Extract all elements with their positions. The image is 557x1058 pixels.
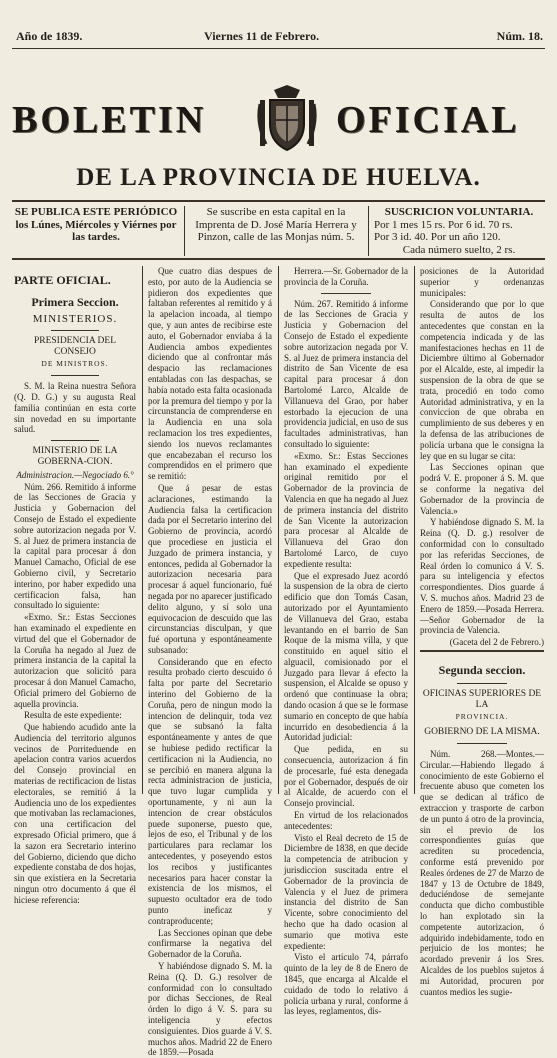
info-divider-2 bbox=[368, 206, 369, 256]
column-3 bbox=[284, 266, 408, 1017]
paragraph: Las Secciones opinan que podrá V. E. proponer á S. M. que se conforme la negativa del Gobernador de la provincia de Valencia.» bbox=[420, 462, 544, 516]
paragraph: Núm. 267. Remitido á informe de las Secciones de Gracia y Justicia y Gobernacion del Consejo de Estado el expediente sobre autorizacion negada por V. S. al Juez de primera instancia del distrito de San Vicente de esa capital para procesar á don Bartolomé Larco, Alcalde de Villanueva del Grao, por haber estorbado la ejecucion de una providencia judicial, en uso de sus facultades administrativas, han consultado lo siguiente: bbox=[284, 298, 408, 449]
oficinas-heading: OFICINAS SUPERIORES DE LA bbox=[422, 688, 542, 710]
paragraph: Resulta de este expediente: bbox=[24, 710, 122, 721]
paragraph: S. M. la Reina nuestra Señora (Q. D. G.) y su augusta Real familia continúan en esta corte sin novedad en su importante salud. bbox=[14, 381, 136, 435]
paragraph: Las Secciones opinan que debe confirmarse la negativa del Gobernador de la Coruña. bbox=[148, 927, 272, 960]
column-2 bbox=[148, 266, 272, 1058]
header-line bbox=[14, 29, 543, 47]
paragraph: «Exmo. Sr.: Estas Secciones han examinado el expediente en virtud del que el Gobernador de la Coruña ha negado al Juez de primera instancia de la capital la autorizacion que solicitó para procesar á don Manuel Camacho, Oficial primero del Gobierno de aquella provincia. bbox=[14, 612, 136, 709]
column-4 bbox=[420, 266, 544, 997]
column-divider-3 bbox=[414, 266, 415, 794]
presidencia-heading: PRESIDENCIA DEL CONSEJO bbox=[33, 335, 117, 357]
ministerio-heading: MINISTERIO DE LA GOBERNA-CION. bbox=[32, 446, 118, 467]
divider bbox=[51, 375, 100, 376]
paragraph: posiciones de la Autoridad superior y ordenanzas municipales: bbox=[420, 266, 544, 298]
masthead-word-right: OFICIAL bbox=[336, 99, 520, 141]
paragraph: Herrera.—Sr. Gobernador de la provincia de la Coruña. bbox=[284, 266, 408, 287]
segunda-seccion-heading: Segunda seccion. bbox=[438, 662, 526, 677]
paragraph: Que á pesar de estas aclaraciones, estimando la Audiencia falsa la certificacion dada por el Secretario interino del Gobierno de provincia, acordó que procediese en justicia el Juzgado de primera instancia, y entonces, pedida al Gobernador la autorizacion necesaria para procesar á aquel funcionario, fué negada por no aparecer justificado delito alguno, y sí solo una equivocacion de descuido que las circunstancias disculpan, y que fué oportuna y espontáneamente subsanado: bbox=[148, 482, 272, 655]
divider bbox=[457, 743, 507, 744]
info-divider-1 bbox=[184, 206, 185, 256]
divider bbox=[457, 683, 507, 684]
suscripcion-box bbox=[374, 206, 544, 256]
masthead bbox=[10, 84, 547, 154]
column-divider-1 bbox=[142, 266, 143, 794]
year-label: Año de 1839. bbox=[16, 29, 83, 43]
royal-crest-icon bbox=[256, 84, 318, 154]
paragraph: Visto el Real decreto de 15 de Diciembre de 1838, en que decide la competencia de atribucion y jurisdiccion suscitada entre el Gobernador de la provincia de Valencia y el Juez de primera instancia del distrito de San Vicente, sobre conocimiento del hecho que ha dado ocasion al sumario que motiva este expediente: bbox=[284, 832, 408, 951]
suscripcion-title: SUSCRICION VOLUNTARIA. bbox=[384, 206, 534, 218]
presidencia-subheading: DE MINISTROS. bbox=[41, 359, 109, 369]
paragraph: Considerando que en efecto resulta probado cierto descuido ó falta por parte del Secretario interino del Gobierno de la Coruña, pero de ningun modo la intencion de delinquir, toda vez que se subsanó la falta espontáneamente y antes de que se hubiese pedido rectificar la certificacion ni la Audiencia, no se percibió en manera alguna la recta administracion de justicia, que tuvo lugar cumplida y oportunamente, y ni aun la intencion de crear obstáculos puede suponerse, puesto que, lejos de eso, el Tribunal y de los particulares para reclamar los antecedentes, y poseyendo estos los recibos y justificantes necesarios para hacer constar la existencia de los mismos, el supuesto ocultador era de todo punto ineficaz y contraproducente; bbox=[148, 656, 272, 926]
suscripcion-line-1: Por 1 mes 15 rs. Por 6 id. 70 rs. bbox=[374, 218, 513, 231]
paragraph: Y habiéndose dignado S. M. la Reina (Q. D. G.) resolver de conformidad con lo consultado por dichas Secciones, de Real órden lo digo á V. S. para su inteligencia y efectos consiguientes. Dios guarde á V. S. muchos años. Madrid 22 de Enero de 1859.—Posada bbox=[148, 961, 272, 1058]
paragraph: Que habiendo acudido ante la Audiencia del territorio algunos vecinos de Porriteduende en apelacion contra varios acuerdos del Consejo provincial en materias de rectificacion de listas electorales, se remitió á la Audiencia uno de los expedientes que motivaban las reclamaciones, con una certificacion del expresado Oficial primero, que á la sazon era Secretario interino del Gobierno, diciendo que dicho expediente constaba de dos hojas, sin que existiera en la Secretaria ningun otro documento á que él hiciese referencia: bbox=[14, 722, 136, 905]
header-rule bbox=[12, 48, 545, 49]
administracion-line: Administracion.—Negociado 6.° bbox=[16, 469, 134, 480]
paragraph: Visto el artículo 74, párrafo quinto de la ley de 8 de Enero de 1845, que encarga al Alcalde el cuidado de todo lo relativo á policía urbana y rural, conforme á las leyes, reglamentos, dis- bbox=[284, 952, 408, 1017]
section-heading: PARTE OFICIAL. bbox=[14, 273, 111, 287]
masthead-word-left: BOLETIN bbox=[12, 99, 207, 141]
issue-number: Núm. 18. bbox=[496, 29, 543, 43]
column-divider-2 bbox=[278, 266, 279, 794]
publish-info: SE PUBLICA ESTE PERIÓDICO los Lúnes, Miércoles y Viérnes por las tardes. bbox=[14, 206, 178, 243]
paragraph: En virtud de los relacionados antecedentes: bbox=[284, 810, 408, 831]
paragraph: Y habiéndose dignado S. M. la Reina (Q. D. g.) resolver de conformidad con lo consultado por las referidas Secciones, de Real órden lo comunico á V. S. para su inteligencia y efectos correspondientes. Dios guarde á V. S. muchos años. Madrid 23 de Enero de 1859.—Posada Herrera.—Señor Gobernador de la provincia de Valencia. bbox=[420, 517, 544, 636]
paragraph: Núm. 268.—Montes.—Circular.—Habiendo llegado á conocimiento de este Gobierno el frecuente abuso que cometen los que se dedican al tráfico de extraccion y trasporte de carbon de un punto á otro de la provincia, sin el previo de los correspondientes guías que acrediten su procedencia, conforme está prevenido por Reales órdenes de 27 de Marzo de 1847 y 13 de Octubre de 1849, deduciéndose de semejante conducta que dicho combustible lo han explotado sin la competente autorizacion, ó adquirido indebidamente, todo en perjuicio de los montes; he acordado prevenir á los Sres. Alcaldes de los pueblos sujetos á mi Autoridad, procuren por cuantos medios les sugie- bbox=[420, 749, 544, 997]
paragraph: Núm. 266. Remitido á informe de las Secciones de Gracia y Justicia y Gobernacion del Consejo de Estado el expediente sobre autorizacion negada por V. S. al Juez de primera instancia de la capital para procesar á don Manuel Camacho, Oficial de ese Gobierno civil, y Secretario interino, por haber expedido una certificacion falsa, han consultado lo siguiente: bbox=[14, 481, 136, 611]
subsection-heading: Primera Seccion. bbox=[31, 295, 119, 309]
divider bbox=[51, 330, 100, 331]
column-1 bbox=[14, 266, 136, 905]
gobierno-heading: GOBIERNO DE LA MISMA. bbox=[424, 727, 540, 738]
paragraph: «Exmo. Sr.: Estas Secciones han examinado el expediente original remitido por el Gobernador de la provincia de Valencia en que ha negado al Juez de primera instancia del distrito de San Vicente la autorizacion para procesar al Alcalde de Villanueva del Grao don Bartolomé Larco, de cuyo expediente resulta: bbox=[284, 450, 408, 569]
suscripcion-line-2: Por 3 id. 40. Por un año 120. bbox=[374, 231, 501, 243]
info-rule-top bbox=[12, 200, 545, 202]
paragraph: Que el expresado Juez acordó la suspension de la obra de cierto edificio que don Tomás Casan, autorizado por el Ayuntamiento de Villanueva del Grao, estaba levantando en el barrio de San Roque de la misma villa, y que constituido en aquel sitio el alguacil, comisionado por el Juzgado para llevar á efecto la suspension, el Alcalde se opuso y ordenó que continuase la obra; dando ocasion á que se le formase sumario en concepto de que había incurrido en desobediencia á la Autoridad judicial: bbox=[284, 570, 408, 743]
masthead-subtitle: DE LA PROVINCIA DE HUELVA. bbox=[76, 164, 481, 191]
gazette-citation: (Gaceta del 2 de Febrero.) bbox=[449, 637, 544, 648]
oficinas-subheading: PROVINCIA. bbox=[455, 712, 509, 722]
date-label: Viernes 11 de Febrero. bbox=[204, 29, 320, 43]
paragraph: Que pedida, en su consecuencia, autorizacion á fin de procesarle, fué esta denegada por el Gobernador, después de oir al Alcalde, de acuerdo con el Consejo provincial. bbox=[284, 744, 408, 809]
ministerios-heading: MINISTERIOS. bbox=[32, 313, 118, 325]
suscripcion-line-3: Cada número suelto, 2 rs. bbox=[402, 243, 516, 256]
subscribe-info: Se suscribe en esta capital en la Imprenta de D. José María Herrera y Pinzon, calle de las Monjas núm. 5. bbox=[195, 206, 357, 243]
paragraph: Que cuatro dias despues de esto, por auto de la Audiencia se pidieron dos expedientes que faltaban referentes al remitido y á la apelacion incoada, al tiempo que, y aun antes de recibirse este auto, el Gobernador enviaba á la Audiencia ambos expedientes diciendo que al confrontar más despacio las reclamaciones entabladas con las despachas, se había notado esta falta ocasionada por la premura del tiempo y por la circunstancia de comprenderse en la Audiencia en una sola reclamacion los tres expedientes, siendo los nuevos reclamantes que encabezaban el recurso los comprendidos en el primero que se remitió: bbox=[148, 266, 272, 482]
divider bbox=[51, 440, 100, 441]
segunda-seccion-block bbox=[420, 650, 544, 998]
info-rule-bottom bbox=[12, 258, 545, 260]
divider bbox=[321, 293, 371, 294]
paragraph: Considerando que por lo que resulta de autos de los antecedentes que constan en la competencia indicada y de las manifestaciones hechas en 11 de Diciembre último al Gobernador por el Alcalde, este, al impedir la suspension de la obra de que se trata, procedió en todo como Autoridad administrativa, y en la conviccion de que obraba en cumplimiento de sus deberes y en la defensa de las atribuciones de policía urbana que le consigna la ley que en su lugar se cita: bbox=[420, 299, 544, 461]
